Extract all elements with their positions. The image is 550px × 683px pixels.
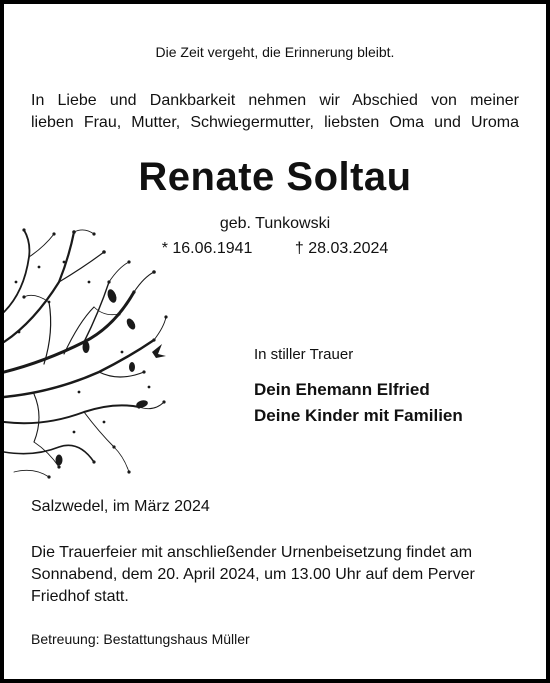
intro-line: lieben Frau, Mutter, Schwiegermutter, liebsten Oma und Uroma [31, 114, 519, 131]
ceremony-line: Die Trauerfeier mit anschließender Urnenbeisetzung findet am [31, 544, 473, 561]
mourner: Dein Ehemann Elfried [254, 380, 430, 399]
tree-with-birds-illustration [4, 222, 174, 486]
mourners-list [254, 377, 463, 429]
birth-date: * 16.06.1941 [161, 240, 253, 257]
maiden-name: geb. Tunkowski [219, 215, 331, 232]
funeral-home: Betreuung: Bestattungshaus Müller [31, 631, 250, 647]
place-date: Salzwedel, im März 2024 [31, 498, 210, 515]
mourning-label: In stiller Trauer [254, 346, 354, 363]
deceased-name: Renate Soltau [138, 155, 412, 199]
intro-line: In Liebe und Dankbarkeit nehmen wir Abschied von meiner [31, 92, 519, 109]
mourner: Deine Kinder mit Familien [254, 406, 463, 425]
death-date: † 28.03.2024 [294, 240, 389, 257]
intro-text [31, 90, 519, 134]
ceremony-line: Sonnabend, dem 20. April 2024, um 13.00 Uhr auf dem Perver [31, 566, 475, 583]
ceremony-info [31, 542, 525, 608]
motto: Die Zeit vergeht, die Erinnerung bleibt. [155, 44, 395, 60]
ceremony-line: Friedhof statt. [31, 588, 129, 605]
